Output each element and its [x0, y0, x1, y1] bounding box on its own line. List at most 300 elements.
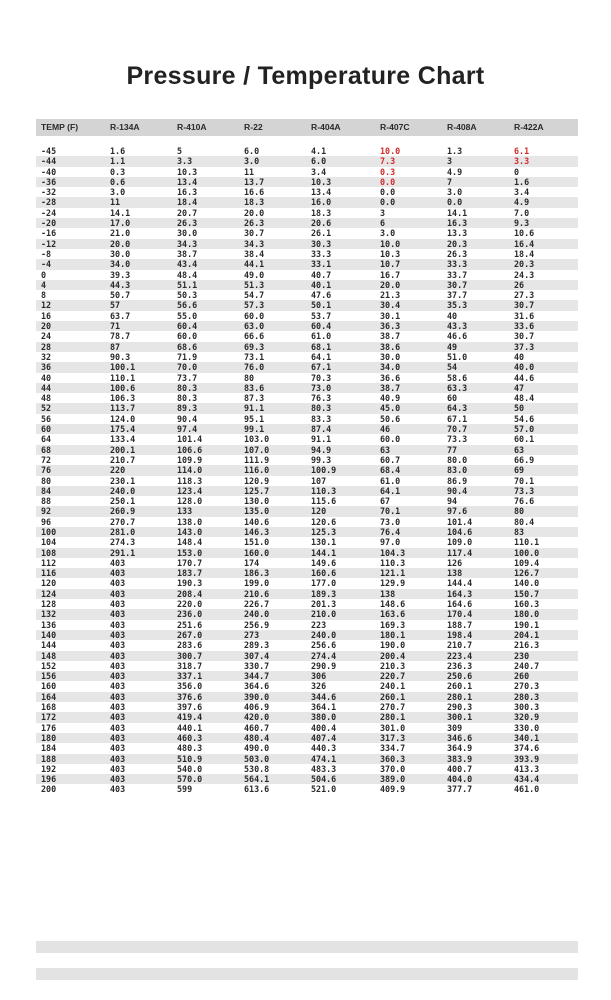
pressure-cell: 170.7 [177, 557, 203, 568]
pressure-cell: 186.3 [244, 568, 270, 579]
pressure-cell: 198.4 [447, 629, 473, 640]
table-row [36, 568, 578, 578]
table-row [36, 465, 578, 475]
temperature-cell: 172 [41, 712, 57, 723]
pressure-cell: 256.9 [244, 619, 270, 630]
pressure-cell: 0.0 [447, 197, 463, 208]
pressure-cell: 404.0 [447, 774, 473, 785]
pressure-cell: 54.7 [244, 290, 265, 301]
pressure-cell: 76.3 [311, 393, 332, 404]
table-row [36, 362, 578, 372]
pressure-cell: 38.7 [177, 248, 198, 259]
temperature-cell: 24 [41, 331, 52, 342]
temperature-cell: 180 [41, 732, 57, 743]
pressure-cell: 48.4 [514, 393, 535, 404]
table-row [36, 228, 578, 238]
pressure-cell: 260.1 [447, 681, 473, 692]
pressure-cell: 334.7 [380, 743, 406, 754]
temperature-cell: 160 [41, 681, 57, 692]
temperature-cell: 28 [41, 341, 52, 352]
table-row [36, 218, 578, 228]
column-header: R-408A [447, 122, 477, 132]
pressure-cell: 256.6 [311, 640, 337, 651]
pressure-cell: 37.3 [514, 341, 535, 352]
pressure-cell: 240.1 [380, 681, 406, 692]
pressure-cell: 11 [244, 166, 255, 177]
pressure-cell: 190.3 [177, 578, 203, 589]
pressure-cell: 80.3 [177, 393, 198, 404]
pressure-cell: 146.3 [244, 526, 270, 537]
table-row [36, 249, 578, 259]
pressure-cell: 38.6 [380, 341, 401, 352]
pressure-cell: 204.1 [514, 629, 540, 640]
temperature-cell: 168 [41, 702, 57, 713]
temperature-cell: 136 [41, 619, 57, 630]
pressure-cell: 267.0 [177, 629, 203, 640]
pressure-cell: 34.0 [380, 362, 401, 373]
pressure-cell: 3.3 [514, 156, 530, 167]
table-row [36, 630, 578, 640]
pressure-cell: 16.0 [311, 197, 332, 208]
pressure-cell: 474.1 [311, 753, 337, 764]
pressure-cell: 18.4 [177, 197, 198, 208]
pressure-cell: 18.4 [514, 248, 535, 259]
pressure-cell: 306 [311, 671, 327, 682]
pressure-cell: 460.3 [177, 732, 203, 743]
temperature-cell: 52 [41, 403, 52, 414]
pressure-cell: 33.1 [311, 259, 332, 270]
temperature-cell: 16 [41, 310, 52, 321]
pressure-cell: 27.3 [514, 290, 535, 301]
pressure-cell: 99.3 [311, 454, 332, 465]
pressure-cell: 26.3 [244, 218, 265, 229]
pressure-cell: 189.3 [311, 588, 337, 599]
pressure-cell: 564.1 [244, 774, 270, 785]
pressure-cell: 3.0 [110, 187, 126, 198]
pressure-cell: 148.6 [380, 599, 406, 610]
pressure-cell: 46 [380, 424, 391, 435]
pressure-cell: 403 [110, 784, 126, 795]
pressure-cell: 87.4 [311, 424, 332, 435]
pressure-cell: 123.4 [177, 485, 203, 496]
pressure-cell: 403 [110, 568, 126, 579]
pressure-cell: 4.9 [447, 166, 463, 177]
pressure-cell: 5 [177, 146, 183, 156]
pressure-cell: 60 [447, 393, 458, 404]
pressure-cell: 180.0 [514, 609, 540, 620]
pressure-cell: 60.0 [380, 434, 401, 445]
table-row [36, 445, 578, 455]
temperature-cell: 120 [41, 578, 57, 589]
temperature-cell: -4 [41, 259, 52, 270]
temperature-cell: 108 [41, 547, 57, 558]
pressure-cell: 188.7 [447, 619, 473, 630]
pressure-cell: 57 [110, 300, 121, 311]
pressure-cell: 400.7 [447, 763, 473, 774]
temperature-cell: 112 [41, 557, 57, 568]
temperature-cell: 72 [41, 454, 52, 465]
pressure-cell: 3 [447, 156, 453, 167]
pressure-cell: 376.6 [177, 691, 203, 702]
pressure-cell: 58.6 [447, 372, 468, 383]
table-row [36, 640, 578, 650]
pressure-cell: 390.0 [244, 691, 270, 702]
pressure-cell: 54 [447, 362, 458, 373]
temperature-cell: -12 [41, 238, 57, 249]
pressure-cell: 30.0 [110, 248, 131, 259]
pressure-cell: 99.1 [244, 424, 265, 435]
pressure-cell: 80.4 [514, 516, 535, 527]
table-row [36, 681, 578, 691]
temperature-cell: 124 [41, 588, 57, 599]
pressure-cell: 1.6 [514, 176, 530, 187]
pressure-cell: 89.3 [177, 403, 198, 414]
pressure-cell: 26.3 [447, 248, 468, 259]
pressure-cell: 440.1 [177, 722, 203, 733]
table-row [36, 692, 578, 702]
pressure-cell: 364.1 [311, 702, 337, 713]
pressure-cell: 67.1 [447, 413, 468, 424]
pressure-cell: 49.0 [244, 269, 265, 280]
pressure-cell: 7.3 [380, 156, 396, 167]
pressure-cell: 133 [177, 506, 193, 517]
table-row [36, 733, 578, 743]
pressure-cell: 220.0 [177, 599, 203, 610]
pressure-cell: 169.3 [380, 619, 406, 630]
pressure-cell: 76.6 [514, 496, 535, 507]
pressure-cell: 73.3 [447, 434, 468, 445]
pressure-cell: 240.0 [244, 609, 270, 620]
pressure-cell: 0.0 [380, 187, 396, 198]
table-row [36, 403, 578, 413]
pressure-cell: 71.9 [177, 351, 198, 362]
pressure-cell: 153.0 [177, 547, 203, 558]
table-row [36, 774, 578, 784]
pressure-cell: 38.4 [244, 248, 265, 259]
pressure-cell: 140.6 [244, 516, 270, 527]
table-row [36, 578, 578, 588]
pressure-cell: 10.0 [380, 146, 401, 156]
pressure-cell: 280.1 [447, 691, 473, 702]
table-row [36, 496, 578, 506]
pressure-cell: 54.6 [514, 413, 535, 424]
pressure-cell: 1.1 [110, 156, 126, 167]
table-body [36, 146, 578, 795]
pressure-cell: 69 [514, 465, 525, 476]
pressure-cell: 97.6 [447, 506, 468, 517]
pressure-cell: 340.1 [514, 732, 540, 743]
pressure-cell: 40.7 [311, 269, 332, 280]
pressure-cell: 0.0 [380, 176, 396, 187]
pressure-cell: 0.6 [110, 176, 126, 187]
pressure-cell: 101.4 [177, 434, 203, 445]
table-row [36, 784, 578, 794]
column-header: R-422A [514, 122, 544, 132]
pressure-cell: 60.0 [177, 331, 198, 342]
pressure-cell: 403 [110, 691, 126, 702]
pressure-cell: 110.1 [110, 372, 136, 383]
table-row [36, 661, 578, 671]
pressure-cell: 160.3 [514, 599, 540, 610]
pressure-cell: 16.3 [447, 218, 468, 229]
pressure-cell: 43.4 [177, 259, 198, 270]
pressure-cell: 87.3 [244, 393, 265, 404]
table-row [36, 321, 578, 331]
pressure-cell: 434.4 [514, 774, 540, 785]
table-row [36, 486, 578, 496]
pressure-cell: 63.7 [110, 310, 131, 321]
pressure-cell: 83.0 [447, 465, 468, 476]
pressure-cell: 90.4 [177, 413, 198, 424]
pressure-cell: 10.0 [380, 238, 401, 249]
temperature-cell: -32 [41, 187, 57, 198]
pressure-cell: 103.0 [244, 434, 270, 445]
pressure-cell: 236.3 [447, 660, 473, 671]
table-row [36, 754, 578, 764]
pressure-cell: 403 [110, 743, 126, 754]
pressure-cell: 44.3 [110, 279, 131, 290]
pressure-cell: 60.4 [311, 321, 332, 332]
pressure-cell: 30.0 [380, 351, 401, 362]
temperature-cell: -28 [41, 197, 57, 208]
pressure-cell: 220 [110, 465, 126, 476]
pressure-cell: 377.7 [447, 784, 473, 795]
pressure-cell: 30.7 [447, 279, 468, 290]
pressure-cell: 160.6 [311, 568, 337, 579]
pressure-cell: 240.7 [514, 660, 540, 671]
temperature-cell: 92 [41, 506, 52, 517]
pressure-cell: 164.3 [447, 588, 473, 599]
table-row [36, 146, 578, 156]
pressure-cell: 300.7 [177, 650, 203, 661]
pressure-cell: 107 [311, 475, 327, 486]
temperature-cell: 196 [41, 774, 57, 785]
pressure-cell: 100.6 [110, 382, 136, 393]
pressure-cell: 138 [380, 588, 396, 599]
pressure-cell: 223.4 [447, 650, 473, 661]
pressure-cell: 104.3 [380, 547, 406, 558]
pressure-cell: 356.0 [177, 681, 203, 692]
pressure-cell: 100.0 [514, 547, 540, 558]
pressure-cell: 200.1 [110, 444, 136, 455]
pressure-cell: 10.7 [380, 259, 401, 270]
pressure-cell: 13.7 [244, 176, 265, 187]
pressure-cell: 461.0 [514, 784, 540, 795]
column-header: R-404A [311, 122, 341, 132]
pressure-cell: 116.0 [244, 465, 270, 476]
pressure-cell: 50.1 [311, 300, 332, 311]
pressure-cell: 10.3 [380, 248, 401, 259]
pressure-cell: 380.0 [311, 712, 337, 723]
pressure-cell: 403 [110, 557, 126, 568]
pressure-cell: 126.7 [514, 568, 540, 579]
pressure-cell: 47 [514, 382, 525, 393]
pressure-cell: 63 [514, 444, 525, 455]
temperature-cell: 68 [41, 444, 52, 455]
pressure-cell: 301.0 [380, 722, 406, 733]
pressure-cell: 115.6 [311, 496, 337, 507]
table-row [36, 455, 578, 465]
pressure-cell: 6 [380, 218, 386, 229]
pressure-cell: 270.7 [110, 516, 136, 527]
pressure-cell: 94.9 [311, 444, 332, 455]
table-row [36, 300, 578, 310]
table-row [36, 383, 578, 393]
pressure-cell: 480.4 [244, 732, 270, 743]
pressure-cell: 64.3 [447, 403, 468, 414]
pressure-cell: 60.1 [514, 434, 535, 445]
pressure-cell: 24.3 [514, 269, 535, 280]
table-row [36, 208, 578, 218]
pressure-cell: 3.4 [311, 166, 327, 177]
temperature-cell: -24 [41, 207, 57, 218]
pressure-cell: 440.3 [311, 743, 337, 754]
pressure-cell: 11 [110, 197, 121, 208]
pressure-cell: 180.1 [380, 629, 406, 640]
pressure-cell: 201.3 [311, 599, 337, 610]
table-row [36, 187, 578, 197]
table-row [36, 156, 578, 166]
pressure-cell: 125.7 [244, 485, 270, 496]
temperature-cell: 148 [41, 650, 57, 661]
pressure-cell: 403 [110, 722, 126, 733]
pressure-cell: 330.0 [514, 722, 540, 733]
pressure-cell: 274.3 [110, 537, 136, 548]
pressure-cell: 125.3 [311, 526, 337, 537]
pressure-cell: 47.6 [311, 290, 332, 301]
pressure-cell: 149.6 [311, 557, 337, 568]
temperature-cell: 60 [41, 424, 52, 435]
pressure-cell: 21.3 [380, 290, 401, 301]
table-row [36, 311, 578, 321]
pressure-cell: 16.7 [380, 269, 401, 280]
pressure-cell: 18.3 [311, 207, 332, 218]
pressure-cell: 36.6 [380, 372, 401, 383]
table-row [36, 548, 578, 558]
pressure-cell: 100.9 [311, 465, 337, 476]
pressure-cell: 73.0 [380, 516, 401, 527]
pressure-cell: 126 [447, 557, 463, 568]
pressure-cell: 90.4 [447, 485, 468, 496]
temperature-cell: -36 [41, 176, 57, 187]
pressure-cell: 326 [311, 681, 327, 692]
table-header-row [36, 119, 578, 136]
pressure-cell: 0.3 [380, 166, 396, 177]
pressure-cell: 34.0 [110, 259, 131, 270]
pressure-cell: 164.6 [447, 599, 473, 610]
pressure-cell: 20.0 [244, 207, 265, 218]
pressure-cell: 107.0 [244, 444, 270, 455]
pressure-cell: 78.7 [110, 331, 131, 342]
pressure-cell: 94 [447, 496, 458, 507]
pressure-cell: 397.6 [177, 702, 203, 713]
pressure-cell: 3.0 [380, 228, 396, 239]
pressure-cell: 483.3 [311, 763, 337, 774]
pressure-cell: 128.0 [177, 496, 203, 507]
pressure-cell: 109.4 [514, 557, 540, 568]
pressure-cell: 389.0 [380, 774, 406, 785]
pressure-cell: 101.4 [447, 516, 473, 527]
table-row [36, 331, 578, 341]
pressure-cell: 273 [244, 629, 260, 640]
pressure-cell: 383.9 [447, 753, 473, 764]
pressure-cell: 250.6 [447, 671, 473, 682]
pressure-cell: 109.9 [177, 454, 203, 465]
pressure-cell: 344.7 [244, 671, 270, 682]
pressure-cell: 60.4 [177, 321, 198, 332]
pressure-cell: 337.1 [177, 671, 203, 682]
table-row [36, 167, 578, 177]
pressure-cell: 60.0 [244, 310, 265, 321]
pressure-cell: 0.0 [380, 197, 396, 208]
table-row [36, 424, 578, 434]
table-row [36, 476, 578, 486]
pt-table [36, 119, 578, 795]
temperature-cell: 200 [41, 784, 57, 795]
pressure-cell: 148.4 [177, 537, 203, 548]
pressure-cell: 403 [110, 588, 126, 599]
table-row [36, 609, 578, 619]
pressure-cell: 407.4 [311, 732, 337, 743]
pressure-cell: 91.1 [311, 434, 332, 445]
pressure-cell: 364.9 [447, 743, 473, 754]
table-row [36, 373, 578, 383]
pressure-cell: 48.4 [177, 269, 198, 280]
pressure-cell: 274.4 [311, 650, 337, 661]
pressure-cell: 68.4 [380, 465, 401, 476]
pressure-cell: 57.3 [244, 300, 265, 311]
pressure-cell: 403 [110, 702, 126, 713]
table-row [36, 537, 578, 547]
pressure-cell: 403 [110, 681, 126, 692]
pressure-cell: 40.0 [514, 362, 535, 373]
pressure-cell: 50.3 [177, 290, 198, 301]
pressure-cell: 210.7 [110, 454, 136, 465]
pressure-cell: 318.7 [177, 660, 203, 671]
pressure-cell: 76.4 [380, 526, 401, 537]
table-row [36, 558, 578, 568]
table-row [36, 527, 578, 537]
pressure-cell: 403 [110, 732, 126, 743]
pressure-cell: 393.9 [514, 753, 540, 764]
pressure-cell: 3.0 [447, 187, 463, 198]
pressure-cell: 83.6 [244, 382, 265, 393]
pressure-cell: 6.0 [244, 146, 260, 156]
pressure-cell: 34.3 [177, 238, 198, 249]
pressure-cell: 51.0 [447, 351, 468, 362]
pressure-cell: 77 [447, 444, 458, 455]
pressure-cell: 291.1 [110, 547, 136, 558]
pressure-cell: 38.7 [380, 382, 401, 393]
pressure-cell: 30.0 [177, 228, 198, 239]
pressure-cell: 80.3 [177, 382, 198, 393]
pressure-cell: 110.3 [311, 485, 337, 496]
pressure-cell: 30.1 [380, 310, 401, 321]
temperature-cell: 156 [41, 671, 57, 682]
pressure-cell: 130.1 [311, 537, 337, 548]
pressure-cell: 40.1 [311, 279, 332, 290]
pressure-cell: 290.3 [447, 702, 473, 713]
pressure-cell: 55.0 [177, 310, 198, 321]
temperature-cell: 132 [41, 609, 57, 620]
pressure-cell: 70.7 [447, 424, 468, 435]
pressure-cell: 260.9 [110, 506, 136, 517]
pressure-cell: 50.6 [380, 413, 401, 424]
pressure-cell: 118.3 [177, 475, 203, 486]
pressure-cell: 270.3 [514, 681, 540, 692]
temperature-cell: 176 [41, 722, 57, 733]
pressure-cell: 370.0 [380, 763, 406, 774]
